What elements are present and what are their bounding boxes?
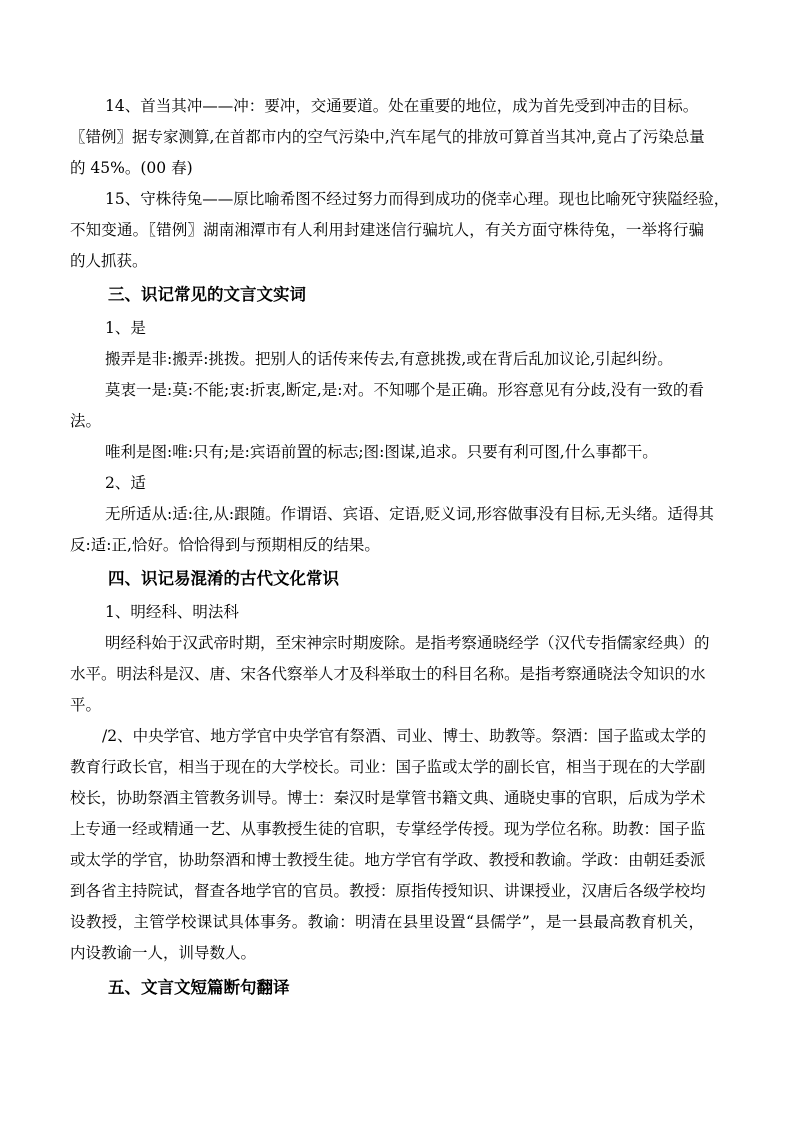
text-line: 水平。明法科是汉、唐、宋各代察举人才及科举取士的科目名称。是指考察通晓法令知识的水 <box>70 665 706 683</box>
text-line: 反:适:正,恰好。恰恰得到与预期相反的结果。 <box>70 536 380 554</box>
section-heading: 四、识记易混淆的古代文化常识 <box>108 569 339 588</box>
text-line: 1、是 <box>105 319 146 337</box>
text-line: 教育行政长官，相当于现在的大学校长。司业：国子监或太学的副长官，相当于现在的大学副 <box>70 758 706 776</box>
text-line: 设教授，主管学校课试具体事务。教谕：明清在县里设置“县儒学”，是一县最高教育机关， <box>70 913 704 931</box>
text-line: /2、中央学官、地方学官中央学官有祭酒、司业、博士、助教等。祭酒：国子监或太学的 <box>102 727 707 745</box>
text-line: 2、适 <box>105 474 146 492</box>
text-line: 到各省主持院试，督查各地学官的官员。教授：原指传授知识、讲课授业，汉唐后各级学校均 <box>70 882 706 900</box>
text-line: 不知变通。〖错例〗湖南湘潭市有人利用封建迷信行骗坑人，有关方面守株待兔，一举将行骗 <box>70 221 704 239</box>
text-line: 无所适从:适:往,从:跟随。作谓语、宾语、定语,贬义词,形容做事没有目标,无头绪。适得其 <box>105 505 714 523</box>
text-line: 或太学的学官，协助祭酒和博士教授生徒。地方学官有学政、教授和教谕。学政：由朝廷委派 <box>70 851 706 869</box>
text-line: 的人抓获。 <box>70 252 148 270</box>
text-line: 法。 <box>70 412 102 430</box>
text-line: 莫衷一是:莫:不能;衷:折衷,断定,是:对。不知哪个是正确。形容意见有分歧,没有一致的看 <box>105 381 704 399</box>
text-line: 校长，协助祭酒主管教务训导。博士：秦汉时是掌管书籍文典、通晓史事的官职，后成为学术 <box>70 789 706 807</box>
text-line: 平。 <box>70 696 102 714</box>
text-line: 明经科始于汉武帝时期，至宋神宗时期废除。是指考察通晓经学（汉代专指儒家经典）的 <box>105 634 710 652</box>
text-line: 的 45%。(00 春) <box>70 159 193 177</box>
section-heading: 三、识记常见的文言文实词 <box>108 285 306 304</box>
text-line: 14、首当其冲——冲：要冲，交通要道。处在重要的地位，成为首先受到冲击的目标。 <box>105 97 699 115</box>
text-line: 〖错例〗据专家测算,在首都市内的空气污染中,汽车尾气的排放可算首当其冲,竟占了污染总量 <box>70 128 705 146</box>
section-heading: 五、文言文短篇断句翻译 <box>108 978 290 997</box>
text-line: 上专通一经或精通一艺、从事教授生徒的官职，专掌经学传授。现为学位名称。助教：国子监 <box>70 820 706 838</box>
text-line: 搬弄是非:搬弄:挑拨。把别人的话传来传去,有意挑拨,或在背后乱加议论,引起纠纷。 <box>105 350 673 368</box>
text-line: 15、守株待兔——原比喻希图不经过努力而得到成功的侥幸心理。现也比喻死守狭隘经验， <box>105 190 730 208</box>
text-line: 唯利是图:唯:只有;是:宾语前置的标志;图:图谋,追求。只要有利可图,什么事都干。 <box>105 443 658 461</box>
text-line: 内设教谕一人，训导数人。 <box>70 944 257 962</box>
text-line: 1、明经科、明法科 <box>105 603 239 621</box>
